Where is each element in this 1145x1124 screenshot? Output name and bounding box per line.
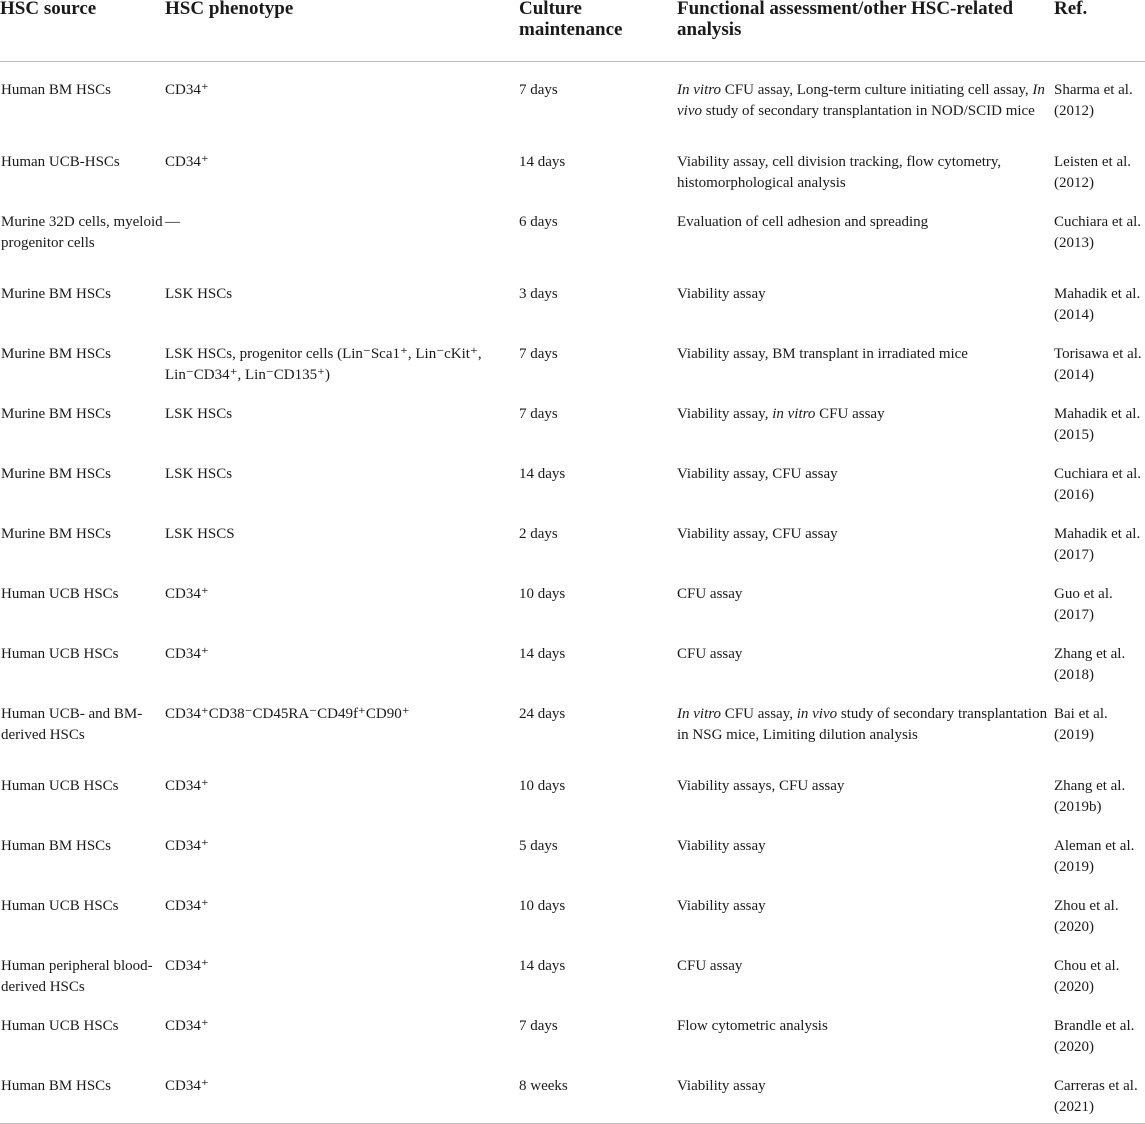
cell-phenotype: CD34⁺ bbox=[165, 82, 209, 98]
cell-ref: Chou et al. (2020) bbox=[1054, 957, 1120, 995]
cell-source: Murine 32D cells, myeloid progenitor cells bbox=[1, 213, 163, 251]
cell-assessment: Evaluation of cell adhesion and spreading bbox=[677, 213, 929, 230]
cell-ref: Zhang et al. (2018) bbox=[1054, 645, 1126, 683]
cell-ref: Cuchiara et al. (2016) bbox=[1054, 465, 1142, 503]
cell-ref: Cuchiara et al. (2013) bbox=[1054, 213, 1142, 251]
cell-phenotype: CD34⁺ bbox=[165, 897, 209, 914]
cell-culture: 10 days bbox=[519, 897, 566, 914]
cell-assessment: Viability assay bbox=[677, 897, 766, 914]
header-hsc-source: HSC source bbox=[0, 0, 165, 62]
table-row bbox=[0, 266, 1145, 326]
cell-culture: 6 days bbox=[519, 213, 558, 230]
table-row bbox=[0, 566, 1145, 626]
cell-phenotype: LSK HSCs bbox=[165, 465, 233, 482]
cell-assessment: Viability assay, cell division tracking, flow cytometry, histomorphological analysis bbox=[677, 153, 1002, 191]
cell-assessment: Viability assay, BM transplant in irradiated mice bbox=[677, 345, 968, 362]
cell-ref: Guo et al. (2017) bbox=[1054, 585, 1113, 623]
table-row bbox=[0, 998, 1145, 1058]
header-hsc-phenotype: HSC phenotype bbox=[165, 0, 519, 62]
cell-assessment: Viability assays, CFU assay bbox=[677, 777, 845, 794]
cell-culture: 7 days bbox=[519, 405, 558, 422]
cell-assessment: Viability assay, in vitro CFU assay bbox=[677, 405, 885, 422]
cell-culture: 14 days bbox=[519, 465, 566, 482]
table-row bbox=[0, 194, 1145, 266]
cell-culture: 14 days bbox=[519, 645, 566, 662]
cell-ref: Sharma et al. (2012) bbox=[1054, 82, 1133, 119]
cell-culture: 8 weeks bbox=[519, 1058, 677, 1124]
cell-source: Murine BM HSCs bbox=[1, 525, 112, 542]
cell-ref: Zhou et al. (2020) bbox=[1054, 897, 1119, 935]
header-culture-maintenance: Culture maintenance bbox=[519, 0, 677, 62]
cell-assessment: Viability assay, CFU assay bbox=[677, 525, 838, 542]
table-header bbox=[0, 0, 1145, 62]
cell-ref: Bai et al. (2019) bbox=[1054, 705, 1108, 743]
cell-culture: 14 days bbox=[519, 957, 566, 974]
cell-source: Murine BM HSCs bbox=[1, 465, 112, 482]
cell-phenotype: LSK HSCs bbox=[165, 285, 233, 302]
table-row bbox=[0, 446, 1145, 506]
table-row bbox=[0, 506, 1145, 566]
cell-assessment: Viability assay, CFU assay bbox=[677, 465, 838, 482]
cell-phenotype: LSK HSCs bbox=[165, 405, 233, 422]
cell-culture: 10 days bbox=[519, 777, 566, 794]
table-row bbox=[0, 134, 1145, 194]
cell-ref: Brandle et al. (2020) bbox=[1054, 1017, 1135, 1055]
cell-assessment: Viability assay bbox=[677, 285, 766, 302]
cell-source: Human peripheral blood-derived HSCs bbox=[1, 957, 153, 995]
table-row bbox=[0, 62, 1145, 134]
cell-source: Murine BM HSCs bbox=[1, 405, 112, 422]
header-ref: Ref. bbox=[1054, 0, 1145, 62]
cell-source: Human BM HSCs bbox=[0, 1058, 165, 1124]
cell-source: Human BM HSCs bbox=[1, 82, 112, 98]
cell-source: Human UCB- and BM- derived HSCs bbox=[1, 705, 143, 743]
cell-phenotype: CD34⁺ bbox=[165, 957, 209, 974]
cell-culture: 14 days bbox=[519, 153, 566, 170]
cell-assessment: Viability assay bbox=[677, 1058, 1054, 1124]
table-row bbox=[0, 1058, 1145, 1124]
cell-source: Murine BM HSCs bbox=[1, 345, 112, 362]
cell-source: Human BM HSCs bbox=[1, 837, 112, 854]
header-functional-assessment: Functional assessment/other HSC-related analysis bbox=[677, 0, 1054, 62]
cell-phenotype: CD34⁺ bbox=[165, 837, 209, 854]
table-row bbox=[0, 758, 1145, 818]
cell-culture: 2 days bbox=[519, 525, 558, 542]
cell-culture: 5 days bbox=[519, 837, 558, 854]
cell-culture: 10 days bbox=[519, 585, 566, 602]
cell-phenotype: CD34⁺ bbox=[165, 153, 209, 170]
cell-ref: Mahadik et al. (2017) bbox=[1054, 525, 1141, 563]
table-body bbox=[0, 62, 1145, 1124]
cell-culture: 24 days bbox=[519, 705, 566, 722]
cell-ref: Mahadik et al. (2015) bbox=[1054, 405, 1141, 443]
cell-assessment: Flow cytometric analysis bbox=[677, 1017, 828, 1034]
cell-ref: Mahadik et al. (2014) bbox=[1054, 285, 1141, 323]
cell-assessment: CFU assay bbox=[677, 645, 743, 662]
cell-ref: Carreras et al. (2021) bbox=[1054, 1058, 1145, 1124]
cell-phenotype: — bbox=[165, 213, 180, 230]
cell-phenotype: CD34⁺CD38⁻CD45RA⁻CD49f⁺CD90⁺ bbox=[165, 705, 410, 722]
cell-ref: Torisawa et al. (2014) bbox=[1054, 345, 1142, 383]
cell-source: Human UCB HSCs bbox=[1, 777, 119, 794]
cell-source: Murine BM HSCs bbox=[1, 285, 112, 302]
cell-assessment: CFU assay bbox=[677, 585, 743, 602]
table-row bbox=[0, 878, 1145, 938]
cell-ref: Zhang et al. (2019b) bbox=[1054, 777, 1126, 815]
table-row bbox=[0, 386, 1145, 446]
table-row bbox=[0, 686, 1145, 758]
cell-source: Human UCB HSCs bbox=[1, 585, 119, 602]
cell-phenotype: LSK HSCs, progenitor cells (Lin⁻Sca1⁺, Lin⁻cKit⁺, Lin⁻CD34⁺, Lin⁻CD135⁺) bbox=[165, 345, 482, 383]
cell-culture: 7 days bbox=[519, 82, 558, 98]
cell-phenotype: LSK HSCS bbox=[165, 525, 235, 542]
cell-source: Human UCB HSCs bbox=[1, 897, 119, 914]
cell-phenotype: CD34⁺ bbox=[165, 777, 209, 794]
cell-phenotype: CD34⁺ bbox=[165, 1058, 519, 1124]
cell-culture: 3 days bbox=[519, 285, 558, 302]
cell-source: Human UCB HSCs bbox=[1, 1017, 119, 1034]
table-row bbox=[0, 938, 1145, 998]
cell-assessment: In vitro CFU assay, Long-term culture initiating cell assay, In vivo study of secondary transplantation in NOD/SCID mice bbox=[677, 82, 1045, 119]
cell-phenotype: CD34⁺ bbox=[165, 645, 209, 662]
cell-ref: Leisten et al. (2012) bbox=[1054, 153, 1132, 191]
cell-ref: Aleman et al. (2019) bbox=[1054, 837, 1135, 875]
cell-assessment: CFU assay bbox=[677, 957, 743, 974]
table-row bbox=[0, 326, 1145, 386]
table-row bbox=[0, 626, 1145, 686]
cell-phenotype: CD34⁺ bbox=[165, 585, 209, 602]
table-row bbox=[0, 818, 1145, 878]
cell-source: Human UCB HSCs bbox=[1, 645, 119, 662]
cell-phenotype: CD34⁺ bbox=[165, 1017, 209, 1034]
cell-culture: 7 days bbox=[519, 345, 558, 362]
cell-assessment: Viability assay bbox=[677, 837, 766, 854]
cell-assessment: In vitro CFU assay, in vivo study of secondary transplantation in NSG mice, Limiting dilution analysis bbox=[677, 705, 1048, 743]
cell-culture: 7 days bbox=[519, 1017, 558, 1034]
cell-source: Human UCB-HSCs bbox=[1, 153, 120, 170]
